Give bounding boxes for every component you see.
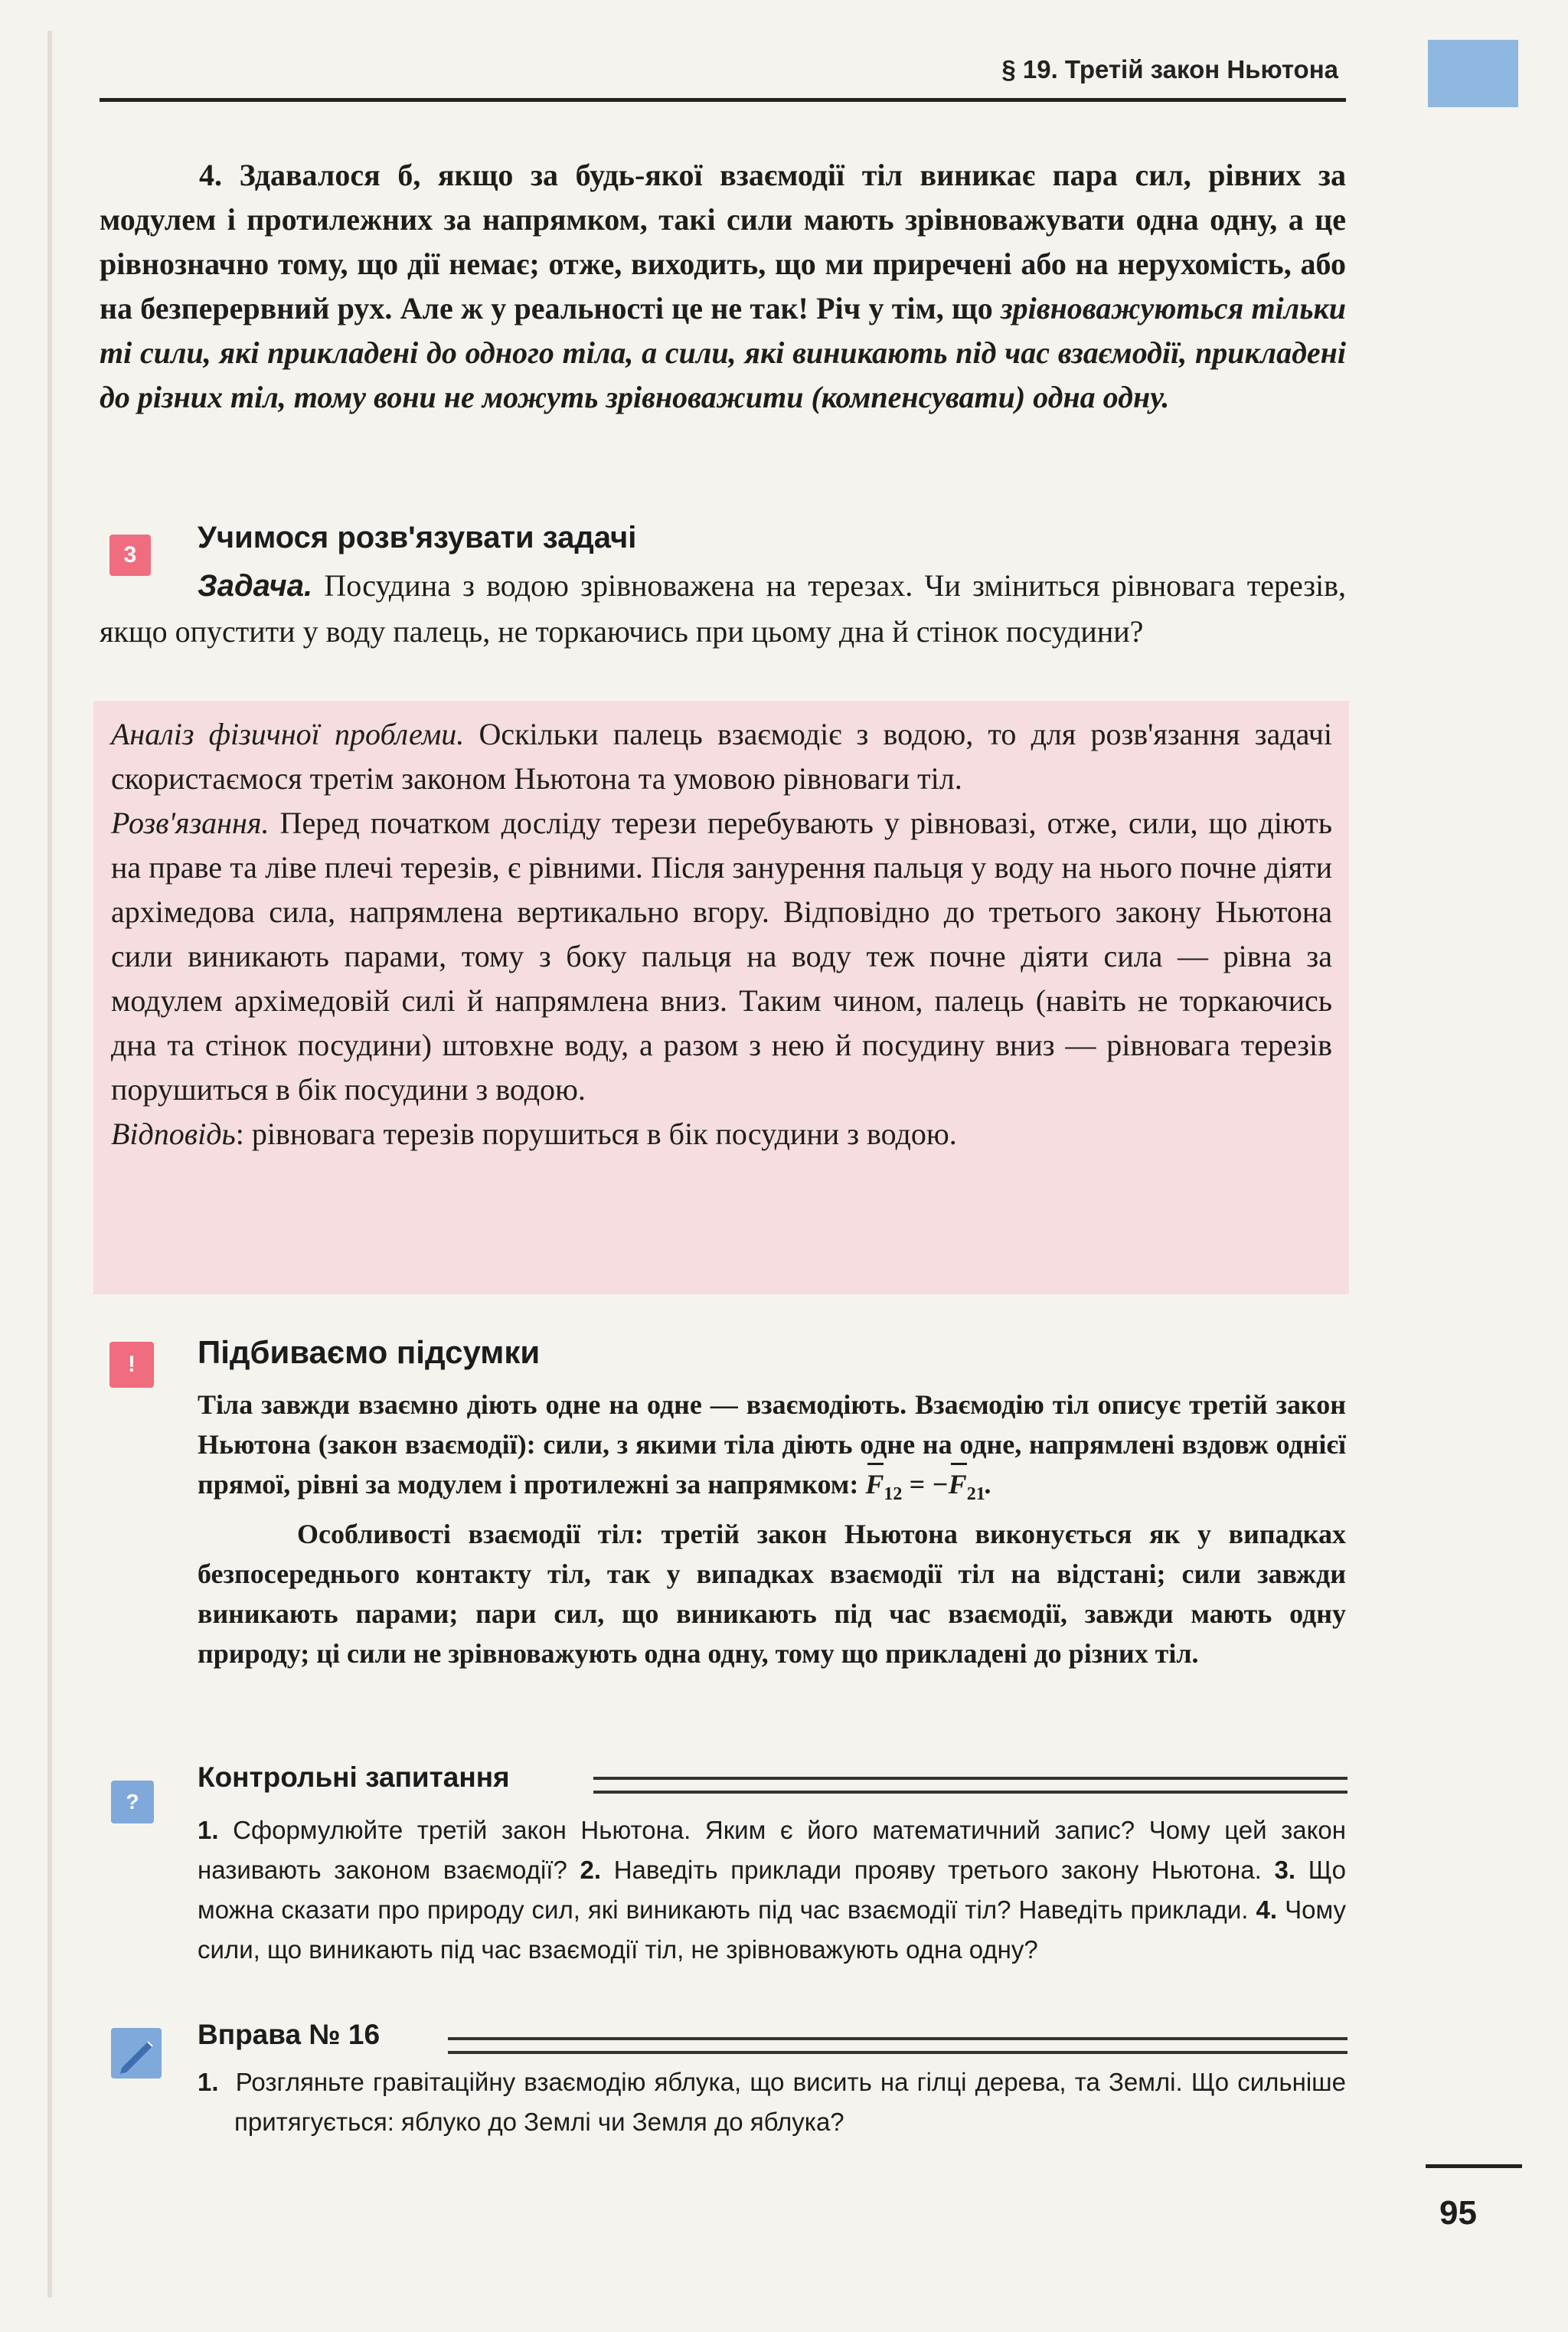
exercise-heading-rule [448, 2037, 1348, 2054]
page-binding-shadow [47, 31, 52, 2298]
summary-paragraph-1: Тіла завжди взаємно діють одне на одне — взаємодіють. Взаємодію тіл описує третій закон Ньютона (закон взаємодії): сили, з якими тіла діють одне на одне, напрямлені вздовж однієї прямої, рівні за модулем і протилежні за напрямком: $F_{12} = -F_{21}$. [198, 1389, 1346, 1505]
pencil-icon [111, 2028, 162, 2079]
task-text: Посудина з водою зрівноважена на терезах. Чи зміниться рівновага терезів, якщо опустити у воду палець, не торкаючись при цьому дна й стінок посудини? [100, 568, 1346, 649]
section-problems-heading: Учимося розв'язувати задачі [198, 521, 637, 554]
page-number: 95 [1439, 2194, 1477, 2232]
solution-body: Перед початком досліду терези перебувають у рівновазі, отже, сили, що діють на праве та ліве плечі терезів, є рівними. Після занурення пальця у воду на нього почне діяти архімедова сила, напрямлена вертикально вгору. Відповідно до третього закону Ньютона сили виникають парами, тому з боку пальця на воду теж почне діяти сила — рівна за модулем архімедовій силі й напрямлена вниз. Таким чином, палець (навіть не торкаючись дна та стінок посудини) штовхне воду, а разом з нею й посудину вниз — рівновага терезів порушиться в бік посудини з водою. [111, 806, 1332, 1107]
header-rule [100, 98, 1346, 102]
solution-text [111, 712, 1332, 1156]
solution-paragraph [111, 801, 1332, 1112]
solution-label: Розв'язання. [111, 806, 270, 840]
paragraph-emphasis: зрівноважуються тільки ті сили, які прикладені до одного тіла, а сили, які виникають під час взаємодії, прикладені до різних тіл, тому вони не можуть зрівноважити (компенсувати) одна одну. [100, 291, 1346, 414]
exercise-item: 1. Розгляньте гравітаційну взаємодію яблука, що висить на гілці дерева, та Землі. Що сильніше притягується: яблуко до Землі чи Земля до яблука? [198, 2068, 1346, 2136]
summary-paragraph-2: Особливості взаємодії тіл: третій закон Ньютона виконується як у випадках безпосереднього контакту тіл, так у випадках взаємодії тіл на відстані; сили завжди виникають парами; пари сил, що виникають під час взаємодії, завжди мають одну природу; ці сили не зрівноважують одна одну, тому що прикладені до різних тіл. [198, 1519, 1346, 1670]
section-summary-icon: ! [109, 1342, 154, 1388]
answer-paragraph [111, 1112, 1332, 1156]
answer-text: : рівновага терезів порушиться в бік посудини з водою. [235, 1117, 957, 1151]
section-exercise-heading: Вправа № 16 [198, 2019, 381, 2050]
section-summary-heading: Підбиваємо підсумки [198, 1334, 541, 1370]
questions-list: 1. Сформулюйте третій закон Ньютона. Яким є його математичний запис? Чому цей закон називають законом взаємодії? 2. Наведіть приклади прояву третього закону Ньютона. 3. Що можна сказати про природу сил, які виникають під час взаємодії тіл? Наведіть приклади. 4. Чому сили, що виникають під час взаємодії тіл, не зрівноважують одна одну? [198, 1816, 1347, 1964]
task [100, 563, 1346, 654]
analysis-text: Оскільки палець взаємодіє з водою, то для розв'язання задачі скористаємося третім законом Ньютона та умовою рівноваги тіл. [111, 717, 1332, 796]
analysis-label: Аналіз фізичної проблеми. [111, 717, 465, 751]
questions-heading-rule [593, 1777, 1348, 1794]
question-icon: ? [111, 1781, 154, 1823]
corner-tab [1428, 40, 1518, 107]
exercise-list [198, 2062, 1346, 2142]
paragraph-number: 4. [199, 158, 222, 192]
page-number-rule [1426, 2164, 1522, 2168]
summary-text [198, 1385, 1346, 1673]
paragraph-text: Здавалося б, якщо за будь-якої взаємодії тіл виникає пара сил, рівних за модулем і протилежних за напрямком, такі сили мають зрівноважувати одна одну, а це рівнозначно тому, що дії немає; отже, виходить, що ми приречені або на нерухомість, або на безперервний рух. Але ж у реальності це не так! Річ у тім, що [100, 158, 1346, 325]
task-label: Задача. [198, 569, 313, 603]
section-3-icon: 3 [109, 535, 151, 576]
running-head: § 19. Третій закон Ньютона [1001, 55, 1338, 83]
analysis-paragraph [111, 712, 1332, 801]
answer-label: Відповідь [111, 1117, 236, 1151]
section-questions-heading: Контрольні запитання [198, 1761, 510, 1793]
third-law-formula: $F_{12} = -F_{21}$. [865, 1469, 991, 1500]
paragraph-4 [100, 153, 1346, 420]
